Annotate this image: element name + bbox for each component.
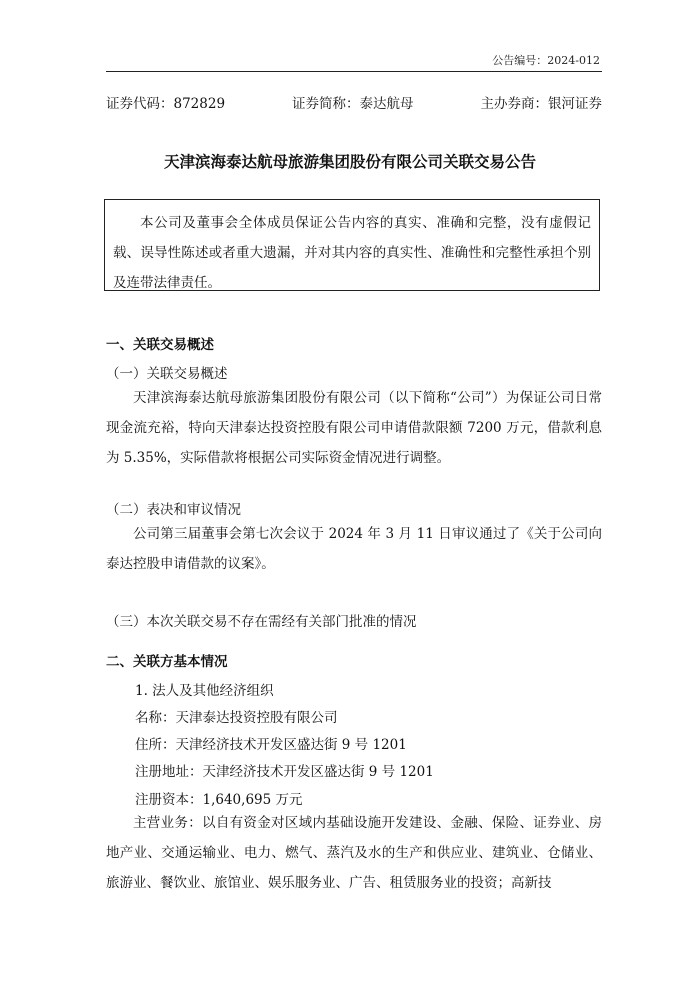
section-1-1-text: 天津滨海泰达航母旅游集团股份有限公司（以下简称“公司”）为保证公司日常现金流充裕，特向天津泰达投资控股有限公司申请借款限额 7200 万元，借款利息为 5.35%，实际借款将根据公司实际资金情况进行调整。: [106, 390, 602, 466]
securities-short-name: 证券简称：泰达航母: [292, 96, 414, 112]
party-main-business: [106, 808, 602, 898]
section-1-2-body: [106, 519, 602, 579]
section-2-item-1: 1. 法人及其他经济组织: [135, 683, 274, 699]
party-name: 名称：天津泰达投资控股有限公司: [135, 710, 338, 726]
section-1-1-body: [106, 383, 602, 473]
party-registered-address: 注册地址：天津经济技术开发区盛达街 9 号 1201: [135, 764, 434, 780]
section-1-2-heading: （二）表决和审议情况: [106, 502, 241, 518]
section-1-3-heading: （三）本次关联交易不存在需经有关部门批准的情况: [106, 614, 417, 630]
section-1-2-text: 公司第三届董事会第七次会议于 2024 年 3 月 11 日审议通过了《关于公司向泰达控股申请借款的议案》。: [106, 526, 602, 572]
securities-code: 证券代码：872829: [106, 96, 226, 112]
header-rule: [106, 71, 602, 72]
board-statement-text: 本公司及董事会全体成员保证公告内容的真实、准确和完整，没有虚假记载、误导性陈述或者重大遗漏，并对其内容的真实性、准确性和完整性承担个别及连带法律责任。: [113, 215, 591, 291]
party-address: 住所：天津经济技术开发区盛达街 9 号 1201: [135, 737, 407, 753]
party-registered-capital: 注册资本：1,640,695 万元: [135, 792, 303, 808]
party-main-business-text: 主营业务：以自有资金对区域内基础设施开发建设、金融、保险、证券业、房地产业、交通运输业、电力、燃气、蒸汽及水的生产和供应业、建筑业、仓储业、旅游业、餐饮业、旅馆业、娱乐服务业、广告、租赁服务业的投资；高新技: [106, 815, 602, 891]
section-1-heading: 一、关联交易概述: [106, 337, 214, 353]
section-2-heading: 二、关联方基本情况: [106, 654, 228, 670]
section-1-1-heading: （一）关联交易概述: [106, 366, 228, 382]
securities-info-line: [106, 92, 602, 112]
announcement-title: 天津滨海泰达航母旅游集团股份有限公司关联交易公告: [163, 153, 536, 171]
sponsor-broker: 主办券商：银河证券: [480, 96, 602, 112]
board-statement-box: [104, 199, 600, 291]
notice-number: 公告编号：2024-012: [492, 54, 600, 67]
